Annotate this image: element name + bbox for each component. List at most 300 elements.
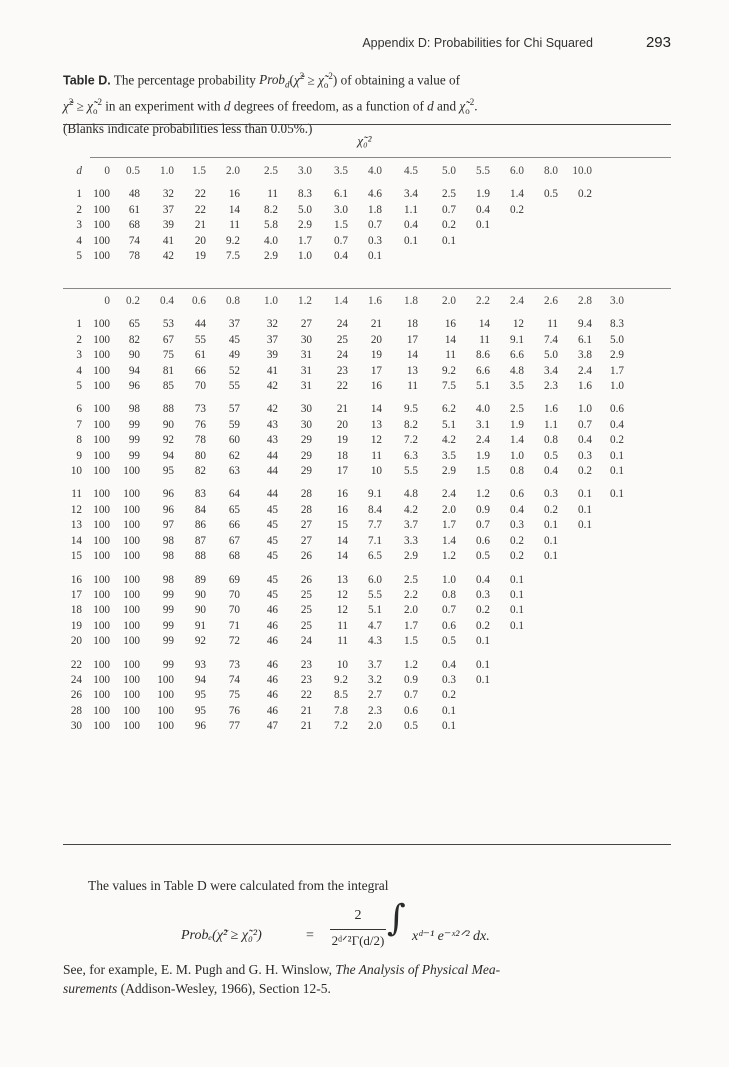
value-cell xyxy=(592,549,624,564)
value-cell: 4.6 xyxy=(368,188,382,201)
value-cell: 1.6 xyxy=(544,403,558,416)
value-cell: 84 xyxy=(194,503,206,516)
header-underline xyxy=(90,157,671,158)
value-cell: 3.4 xyxy=(404,188,418,201)
value-cell: 1.2 xyxy=(476,488,490,501)
value-cell: 7.4 xyxy=(544,333,558,346)
value-cell: 37 xyxy=(162,203,174,216)
value-cell xyxy=(456,249,490,264)
d-cell: 22 xyxy=(70,658,82,671)
value-cell: 5.0 xyxy=(544,349,558,362)
value-cell: 0.6 xyxy=(510,488,524,501)
value-cell xyxy=(524,234,558,249)
group-gap xyxy=(58,565,624,573)
value-cell xyxy=(558,218,592,233)
value-cell: 17 xyxy=(336,465,348,478)
value-cell: 90 xyxy=(194,588,206,601)
value-cell: 65 xyxy=(228,503,240,516)
value-cell: 3.5 xyxy=(510,380,524,393)
value-cell: 2.9 xyxy=(264,250,278,263)
value-cell: 22 xyxy=(194,203,206,216)
value-cell: 39 xyxy=(266,349,278,362)
value-cell: 100 xyxy=(123,658,140,671)
value-cell: 11 xyxy=(547,318,558,331)
value-cell: 4.2 xyxy=(442,434,456,447)
value-cell xyxy=(592,658,624,673)
part2-header-row xyxy=(58,294,624,309)
value-cell: 0.1 xyxy=(510,588,524,601)
value-cell: 0.5 xyxy=(476,550,490,563)
d-cell: 28 xyxy=(70,704,82,717)
value-cell: 2.4 xyxy=(578,364,592,377)
value-cell: 0.2 xyxy=(578,188,592,201)
value-cell: 44 xyxy=(266,488,278,501)
value-cell: 23 xyxy=(300,658,312,671)
formula-integrand: xᵈ⁻¹ e⁻ˣ²ᐟ² dx. xyxy=(412,929,490,944)
value-cell xyxy=(558,658,592,673)
d-header-cell: d xyxy=(76,165,82,177)
d-cell: 24 xyxy=(70,673,82,686)
value-cell: 21 xyxy=(300,720,312,733)
table-row xyxy=(58,549,624,564)
footer-intro: The values in Table D were calculated from the integral xyxy=(88,878,389,893)
value-cell: 73 xyxy=(194,403,206,416)
value-cell: 0.1 xyxy=(578,488,592,501)
value-cell: 30 xyxy=(300,333,312,346)
column-header-cell: 0.2 xyxy=(126,295,140,307)
value-cell: 16 xyxy=(444,318,456,331)
value-cell: 100 xyxy=(123,635,140,648)
value-cell xyxy=(524,588,558,603)
value-cell: 46 xyxy=(266,704,278,717)
d-header-cell xyxy=(58,294,82,309)
value-cell xyxy=(456,234,490,249)
value-cell xyxy=(490,634,524,649)
value-cell: 0.2 xyxy=(476,604,490,617)
value-cell: 10 xyxy=(370,465,382,478)
value-cell: 30 xyxy=(300,418,312,431)
value-cell: 85 xyxy=(162,380,174,393)
value-cell: 60 xyxy=(228,434,240,447)
value-cell: 45 xyxy=(228,333,240,346)
value-cell: 8.5 xyxy=(334,689,348,702)
value-cell: 44 xyxy=(194,318,206,331)
table-bottom-rule xyxy=(63,844,671,845)
table-row xyxy=(58,433,624,448)
value-cell: 100 xyxy=(93,673,110,686)
value-cell: 7.2 xyxy=(404,434,418,447)
part1-header-row xyxy=(58,164,624,179)
value-cell: 2.0 xyxy=(368,720,382,733)
value-cell: 100 xyxy=(93,318,110,331)
value-cell: 89 xyxy=(194,573,206,586)
value-cell: 100 xyxy=(93,418,110,431)
value-cell xyxy=(558,203,592,218)
value-cell: 49 xyxy=(228,349,240,362)
value-cell: 4.7 xyxy=(368,619,382,632)
table-top-rule xyxy=(63,124,671,125)
value-cell: 28 xyxy=(300,503,312,516)
d-cell: 5 xyxy=(76,250,82,263)
value-cell: 0.2 xyxy=(578,465,592,478)
value-cell xyxy=(592,249,624,264)
value-cell: 0.3 xyxy=(510,519,524,532)
column-header-cell: 2.8 xyxy=(578,295,592,307)
value-cell: 90 xyxy=(128,349,140,362)
d-cell: 5 xyxy=(76,380,82,393)
column-header-cell: 6.0 xyxy=(510,165,524,177)
value-cell: 100 xyxy=(123,673,140,686)
value-cell: 46 xyxy=(266,658,278,671)
value-cell xyxy=(558,673,592,688)
value-cell: 2.5 xyxy=(510,403,524,416)
value-cell xyxy=(558,534,592,549)
value-cell: 66 xyxy=(228,519,240,532)
value-cell: 76 xyxy=(228,704,240,717)
value-cell: 0.4 xyxy=(610,418,624,431)
value-cell: 100 xyxy=(123,704,140,717)
value-cell: 0.7 xyxy=(442,203,456,216)
table-row xyxy=(58,317,624,332)
group-gap xyxy=(58,394,624,402)
formula-fraction xyxy=(330,908,386,949)
value-cell: 8.4 xyxy=(368,503,382,516)
table-row xyxy=(58,249,624,264)
value-cell: 25 xyxy=(300,604,312,617)
book-title-1: The Analysis of Physical Mea- xyxy=(335,962,501,977)
value-cell: 73 xyxy=(228,658,240,671)
value-cell: 1.2 xyxy=(442,550,456,563)
value-cell xyxy=(592,234,624,249)
value-cell: 0.4 xyxy=(476,203,490,216)
table-row xyxy=(58,573,624,588)
value-cell: 100 xyxy=(93,503,110,516)
mid-rule-1 xyxy=(63,288,671,289)
value-cell: 2.7 xyxy=(368,689,382,702)
value-cell xyxy=(524,573,558,588)
column-header-cell: 5.5 xyxy=(476,165,490,177)
value-cell xyxy=(490,688,524,703)
value-cell: 78 xyxy=(128,250,140,263)
value-cell xyxy=(592,704,624,719)
running-head xyxy=(0,34,729,54)
value-cell: 6.3 xyxy=(404,449,418,462)
value-cell: 5.8 xyxy=(264,219,278,232)
value-cell: 12 xyxy=(512,318,524,331)
value-cell: 8.2 xyxy=(404,418,418,431)
value-cell: 0.2 xyxy=(544,503,558,516)
value-cell: 47 xyxy=(266,720,278,733)
value-cell: 8.2 xyxy=(264,203,278,216)
value-cell: 16 xyxy=(370,380,382,393)
value-cell: 1.5 xyxy=(476,465,490,478)
value-cell: 0.9 xyxy=(404,673,418,686)
value-cell: 6.1 xyxy=(578,333,592,346)
value-cell: 71 xyxy=(228,619,240,632)
value-cell: 62 xyxy=(228,449,240,462)
value-cell: 81 xyxy=(162,364,174,377)
caption-label: Table D. xyxy=(63,73,111,88)
value-cell: 24 xyxy=(336,349,348,362)
value-cell: 45 xyxy=(266,573,278,586)
value-cell xyxy=(524,658,558,673)
value-cell: 5.5 xyxy=(368,588,382,601)
value-cell: 95 xyxy=(194,704,206,717)
value-cell: 13 xyxy=(406,364,418,377)
table-row xyxy=(58,518,624,533)
value-cell: 98 xyxy=(162,573,174,586)
value-cell: 94 xyxy=(194,673,206,686)
value-cell: 100 xyxy=(93,219,110,232)
column-header-cell: 1.2 xyxy=(298,295,312,307)
value-cell: 2.5 xyxy=(404,573,418,586)
value-cell: 0.1 xyxy=(404,234,418,247)
value-cell xyxy=(592,719,624,734)
value-cell: 4.8 xyxy=(510,364,524,377)
table-row xyxy=(58,503,624,518)
value-cell: 99 xyxy=(162,658,174,671)
column-header-cell: 1.8 xyxy=(404,295,418,307)
column-header-cell: 4.5 xyxy=(404,165,418,177)
value-cell: 100 xyxy=(93,188,110,201)
value-cell xyxy=(558,573,592,588)
value-cell: 99 xyxy=(162,619,174,632)
value-cell: 45 xyxy=(266,550,278,563)
d-cell: 7 xyxy=(76,418,82,431)
value-cell xyxy=(490,673,524,688)
value-cell: 25 xyxy=(336,333,348,346)
d-cell: 17 xyxy=(70,588,82,601)
value-cell: 0.6 xyxy=(610,403,624,416)
value-cell: 100 xyxy=(93,349,110,362)
value-cell: 100 xyxy=(157,689,174,702)
value-cell: 68 xyxy=(128,219,140,232)
value-cell: 46 xyxy=(266,635,278,648)
value-cell: 44 xyxy=(266,465,278,478)
value-cell: 98 xyxy=(162,534,174,547)
value-cell xyxy=(524,673,558,688)
value-cell: 68 xyxy=(228,550,240,563)
fraction-bar xyxy=(330,929,386,930)
value-cell: 7.5 xyxy=(226,250,240,263)
table-row xyxy=(58,402,624,417)
value-cell: 1.0 xyxy=(578,403,592,416)
value-cell: 65 xyxy=(128,318,140,331)
d-cell: 30 xyxy=(70,720,82,733)
value-cell: 0.1 xyxy=(476,219,490,232)
value-cell: 100 xyxy=(157,704,174,717)
value-cell: 0.8 xyxy=(544,434,558,447)
table-row xyxy=(58,203,624,218)
value-cell xyxy=(524,203,558,218)
formula-denominator: 2ᵈᐟ²Γ(d/2) xyxy=(331,933,385,948)
value-cell: 1.9 xyxy=(476,188,490,201)
d-cell: 12 xyxy=(70,503,82,516)
value-cell: 0.3 xyxy=(368,234,382,247)
value-cell: 70 xyxy=(194,380,206,393)
value-cell: 1.0 xyxy=(510,449,524,462)
value-cell: 11 xyxy=(371,449,382,462)
value-cell: 0.1 xyxy=(510,604,524,617)
caption-line-2: χ̃$^2$ ≥ $\chĩ_o^2$ in an experiment with d degrees of freedom, as a function of d and $\chĩ_o^2$. xyxy=(63,97,478,117)
value-cell: 100 xyxy=(93,573,110,586)
value-cell: 70 xyxy=(228,588,240,601)
value-cell: 75 xyxy=(228,689,240,702)
value-cell: 64 xyxy=(228,488,240,501)
value-cell: 70 xyxy=(228,604,240,617)
d-cell: 2 xyxy=(76,203,82,216)
value-cell: 27 xyxy=(300,519,312,532)
value-cell: 2.9 xyxy=(610,349,624,362)
column-header-cell: 0.4 xyxy=(160,295,174,307)
value-cell: 0.1 xyxy=(368,250,382,263)
value-cell xyxy=(558,588,592,603)
value-cell: 94 xyxy=(128,364,140,377)
column-header-cell: 0 xyxy=(104,165,110,177)
value-cell xyxy=(558,688,592,703)
value-cell: 75 xyxy=(162,349,174,362)
value-cell: 14 xyxy=(444,333,456,346)
value-cell: 11 xyxy=(479,333,490,346)
value-cell: 100 xyxy=(93,534,110,547)
table-row xyxy=(58,218,624,233)
value-cell: 8.6 xyxy=(476,349,490,362)
value-cell: 0.3 xyxy=(442,673,456,686)
value-cell: 0.4 xyxy=(578,434,592,447)
value-cell: 2.9 xyxy=(442,465,456,478)
value-cell: 4.0 xyxy=(476,403,490,416)
value-cell: 1.8 xyxy=(368,203,382,216)
value-cell: 11 xyxy=(229,219,240,232)
value-cell: 11 xyxy=(337,635,348,648)
value-cell xyxy=(558,719,592,734)
value-cell: 6.0 xyxy=(368,573,382,586)
column-header-cell: 1.0 xyxy=(160,165,174,177)
formula-equals: = xyxy=(306,928,314,943)
value-cell: 61 xyxy=(194,349,206,362)
value-cell: 0.4 xyxy=(334,250,348,263)
table-row xyxy=(58,449,624,464)
value-cell: 82 xyxy=(128,333,140,346)
chi-table-part2 xyxy=(58,294,624,735)
page-number: 293 xyxy=(645,34,671,51)
value-cell: 0.2 xyxy=(610,434,624,447)
value-cell: 1.4 xyxy=(442,534,456,547)
value-cell: 52 xyxy=(228,364,240,377)
value-cell: 0.2 xyxy=(510,550,524,563)
value-cell: 100 xyxy=(93,704,110,717)
value-cell: 14 xyxy=(228,203,240,216)
value-cell: 39 xyxy=(162,219,174,232)
value-cell: 19 xyxy=(370,349,382,362)
value-cell: 0.1 xyxy=(442,720,456,733)
value-cell: 100 xyxy=(123,503,140,516)
value-cell: 0.4 xyxy=(476,573,490,586)
integral-formula xyxy=(0,898,729,958)
value-cell: 25 xyxy=(300,619,312,632)
chi-table-part1 xyxy=(58,164,624,264)
value-cell: 23 xyxy=(300,673,312,686)
value-cell: 12 xyxy=(336,604,348,617)
value-cell: 7.8 xyxy=(334,704,348,717)
d-cell: 15 xyxy=(70,550,82,563)
column-header-cell: 3.0 xyxy=(610,295,624,307)
value-cell: 0.7 xyxy=(334,234,348,247)
value-cell: 100 xyxy=(93,203,110,216)
value-cell: 100 xyxy=(93,380,110,393)
value-cell: 83 xyxy=(194,488,206,501)
value-cell: 0.5 xyxy=(404,720,418,733)
value-cell: 1.0 xyxy=(442,573,456,586)
value-cell: 100 xyxy=(157,673,174,686)
value-cell: 0.2 xyxy=(510,534,524,547)
column-header-cell: 1.6 xyxy=(368,295,382,307)
value-cell: 46 xyxy=(266,689,278,702)
value-cell xyxy=(592,603,624,618)
d-cell: 6 xyxy=(76,403,82,416)
value-cell: 99 xyxy=(162,604,174,617)
d-cell: 1 xyxy=(76,318,82,331)
value-cell xyxy=(558,234,592,249)
column-header-cell: 2.4 xyxy=(510,295,524,307)
value-cell: 0.2 xyxy=(442,689,456,702)
value-cell: 1.7 xyxy=(404,619,418,632)
value-cell: 32 xyxy=(266,318,278,331)
value-cell: 100 xyxy=(123,689,140,702)
value-cell: 0.5 xyxy=(442,635,456,648)
value-cell: 1.5 xyxy=(334,219,348,232)
value-cell: 41 xyxy=(162,234,174,247)
value-cell: 2.5 xyxy=(442,188,456,201)
value-cell xyxy=(592,503,624,518)
value-cell: 0.3 xyxy=(476,588,490,601)
value-cell: 82 xyxy=(194,465,206,478)
value-cell: 100 xyxy=(93,550,110,563)
value-cell: 93 xyxy=(194,658,206,671)
value-cell: 53 xyxy=(162,318,174,331)
column-header-cell: 0.5 xyxy=(126,165,140,177)
value-cell: 0.1 xyxy=(544,550,558,563)
table-caption xyxy=(63,68,673,137)
value-cell: 0.4 xyxy=(442,658,456,671)
value-cell: 55 xyxy=(194,333,206,346)
value-cell: 61 xyxy=(128,203,140,216)
formula-lhs: Probₑ(χ̃² ≥ χ̃₀²) xyxy=(181,928,262,943)
value-cell xyxy=(592,619,624,634)
value-cell: 0.5 xyxy=(544,188,558,201)
value-cell: 0.1 xyxy=(510,573,524,586)
value-cell: 3.0 xyxy=(334,203,348,216)
value-cell: 100 xyxy=(93,519,110,532)
value-cell: 100 xyxy=(93,658,110,671)
value-cell: 45 xyxy=(266,534,278,547)
value-cell: 48 xyxy=(128,188,140,201)
value-cell: 11 xyxy=(267,188,278,201)
value-cell: 7.5 xyxy=(442,380,456,393)
value-cell: 8.3 xyxy=(298,188,312,201)
value-cell: 1.4 xyxy=(510,434,524,447)
value-cell: 3.3 xyxy=(404,534,418,547)
value-cell: 100 xyxy=(93,689,110,702)
value-cell: 77 xyxy=(228,720,240,733)
d-cell: 1 xyxy=(76,188,82,201)
value-cell: 80 xyxy=(194,449,206,462)
value-cell: 74 xyxy=(128,234,140,247)
column-header-cell: 0.6 xyxy=(192,295,206,307)
value-cell: 69 xyxy=(228,573,240,586)
value-cell: 0.1 xyxy=(610,449,624,462)
d-cell: 16 xyxy=(70,573,82,586)
